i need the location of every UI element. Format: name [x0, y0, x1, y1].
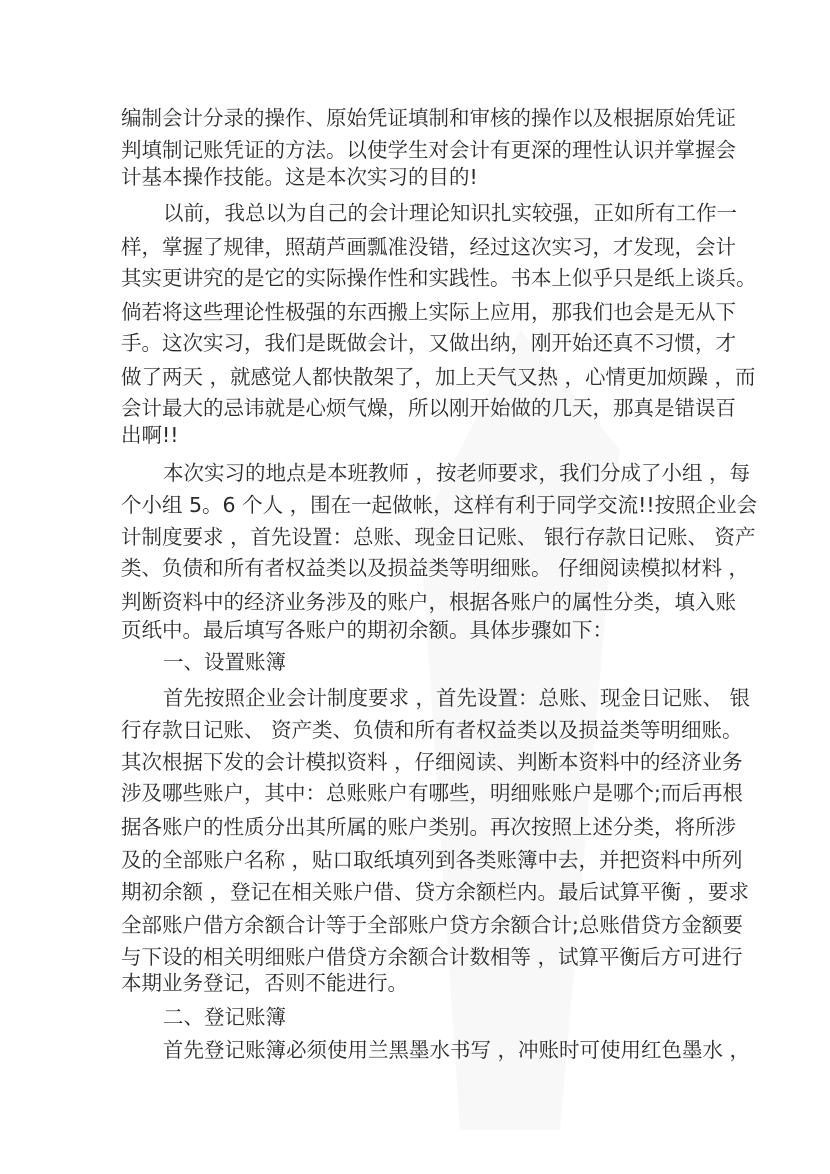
text-line: 倘若将这些理论性极强的东西搬上实际上应用，那我们也会是无从下 — [121, 300, 736, 324]
text-line: 行存款日记账、 资产类、负债和所有者权益类以及损益类等明细账。 — [121, 718, 743, 742]
paragraph-start-line: 以前，我总以为自己的会计理论知识扎实较强，正如所有工作一 — [163, 201, 737, 225]
text-line: 类、负债和所有者权益类以及损益类等明细账。 仔细阅读模拟材料 ， — [121, 556, 750, 580]
text-line: 全部账户借方余额合计等于全部账户贷方余额合计;总账借贷方金额要 — [121, 913, 743, 937]
paragraph-start-line: 本次实习的地点是本班教师 ，按老师要求，我们分成了小组 ，每 — [163, 461, 751, 485]
paragraph-start-line: 首先按照企业会计制度要求 ，首先设置：总账、现金日记账、 银 — [163, 686, 751, 710]
text-line: 判断资料中的经济业务涉及的账户，根据各账户的属性分类，填入账 — [121, 590, 736, 614]
paragraph-start-line: 首先登记账簿必须使用兰黑墨水书写 ，冲账时可使用红色墨水 ， — [163, 1038, 751, 1062]
text-line: 编制会计分录的操作、原始凭证填制和审核的操作以及根据原始凭证 — [121, 106, 736, 130]
text-line: 判填制记账凭证的方法。以使学生对会计有更深的理性认识并掌握会 — [121, 138, 736, 162]
text-line: 样，掌握了规律，照葫芦画瓢准没错，经过这次实习，才发现，会计 — [121, 235, 736, 259]
text-line: 据各账户的性质分出其所属的账户类别。再次按照上述分类，将所涉 — [121, 815, 736, 839]
section-heading: 一、设置账簿 — [163, 650, 286, 674]
text-line: 其实更讲究的是它的实际操作性和实践性。书本上似乎只是纸上谈兵。 — [121, 266, 757, 290]
text-line: 会计最大的忌讳就是心烦气燥，所以刚开始做的几天，那真是错误百 — [121, 396, 736, 420]
section-heading: 二、登记账簿 — [163, 1005, 286, 1029]
text-line: 其次根据下发的会计模拟资料 ，仔细阅读、判断本资料中的经济业务 — [121, 750, 743, 774]
text-line: 手。这次实习，我们是既做会计，又做出纳，刚开始还真不习惯，才 — [121, 331, 736, 355]
text-line: 本期业务登记，否则不能进行。 — [121, 971, 408, 995]
text-line: 页纸中。最后填写各账户的期初余额。具体步骤如下： — [121, 618, 613, 642]
text-line: 与下设的相关明细账户借贷方余额合计数相等 ，试算平衡后方可进行 — [121, 945, 743, 969]
text-line: 涉及哪些账户，其中：总账账户有哪些，明细账账户是哪个;而后再根 — [121, 781, 743, 805]
text-line: 做了两天 ，就感觉人都快散架了，加上天气又热 ，心情更加烦躁 ，而 — [121, 365, 756, 389]
text-line: 个小组 5。6 个人 ，围在一起做帐，这样有利于同学交流!!按照企业会 — [121, 493, 758, 517]
text-line: 计制度要求 ，首先设置：总账、现金日记账、 银行存款日记账、 资产 — [121, 525, 756, 549]
text-line: 及的全部账户名称 ，贴口取纸填列到各类账簿中去，并把资料中所列 — [121, 848, 743, 872]
text-line: 计基本操作技能。这是本次实习的目的! — [121, 165, 478, 189]
text-line: 出啊!! — [121, 423, 179, 447]
text-line: 期初余额 ，登记在相关账户借、贷方余额栏内。最后试算平衡 ，要求 — [121, 880, 750, 904]
